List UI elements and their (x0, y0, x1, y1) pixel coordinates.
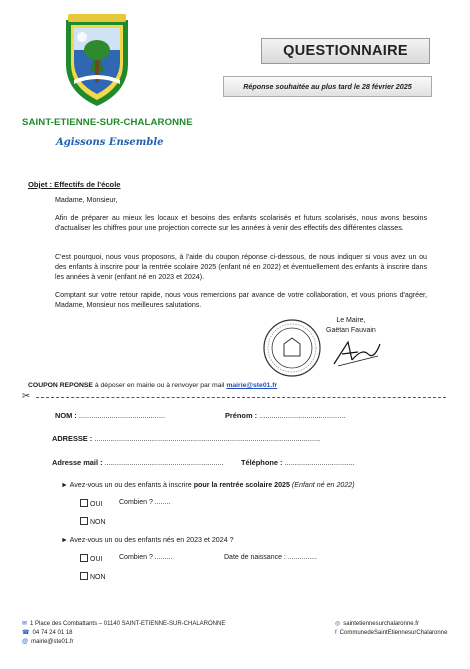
q2-combien-field[interactable]: Combien ? ......... (119, 554, 173, 561)
q2-oui-option[interactable] (80, 554, 102, 563)
adresse-label: ADRESSE : (52, 434, 93, 443)
signer-name: Gaëtan Fauvain (326, 327, 376, 334)
footer-address: 1 Place des Combattants – 01140 SAINT-ETIENNE-SUR-CHALARONNE (30, 621, 226, 627)
letter-paragraph: C'est pourquoi, nous vous proposons, à l'aide du coupon réponse ci-dessous, de nous indiquer si vous avez un ou des enfants à inscrire pour la rentrée scolaire 2025 (enfant né en 2022) et éventuellement des enfants à inscrire dans les années à venir (enfant né en 2023 et 2024). (55, 253, 427, 281)
oui-label: OUI (90, 501, 103, 508)
letter-paragraph: Afin de préparer au mieux les locaux et besoins des enfants scolarisés et futurs scolarisés, nous avons besoins d'actualiser les chiffres pour une projection correcte sur les années à venir des effectifs des différentes classes. (55, 214, 427, 232)
document-title: QUESTIONNAIRE (261, 38, 430, 64)
footer-contact (22, 620, 225, 647)
telephone-field[interactable] (241, 458, 354, 467)
prenom-label: Prénom : (225, 411, 258, 420)
checkbox-icon[interactable] (80, 554, 88, 562)
nom-field[interactable] (55, 411, 165, 420)
footer-website[interactable]: saintetiennesurchalaronne.fr (343, 621, 419, 627)
arrow-icon: ► (61, 536, 69, 544)
facebook-icon: f (335, 630, 337, 636)
footer-email-row (22, 638, 225, 647)
q1-oui-option[interactable] (80, 499, 102, 508)
prenom-blank: .......................................... (257, 411, 346, 420)
q2-date-naissance-field[interactable]: Date de naissance : ............... (224, 554, 317, 561)
prenom-field[interactable] (225, 411, 345, 420)
footer-facebook[interactable]: CommunedeSaintEtiennesurChalaronne (339, 630, 448, 636)
question-text: Avez-vous un ou des enfants nés en 2023 et 2024 ? (69, 536, 234, 544)
deadline-banner: Réponse souhaitée au plus tard le 28 février 2025 (223, 76, 432, 97)
oui-label: OUI (90, 556, 103, 563)
footer-phone: 04 74 24 01 18 (32, 630, 73, 636)
envelope-icon: ✉ (22, 621, 28, 627)
coupon-heading (28, 382, 277, 389)
signer-title: Le Maire, (336, 317, 366, 324)
email-label: Adresse mail : (52, 458, 103, 467)
at-icon: @ (22, 639, 29, 645)
footer-address-row (22, 620, 225, 629)
question-note: (Enfant né en 2022) (289, 481, 355, 489)
arrow-icon: ► (61, 481, 69, 489)
question-emphasis: pour la rentrée scolaire 2025 (193, 481, 290, 489)
email-field[interactable] (52, 458, 224, 467)
footer-email[interactable]: mairie@ste01.fr (31, 639, 74, 645)
non-label: NON (90, 519, 106, 526)
nom-blank: .......................................... (76, 411, 166, 420)
footer-phone-row (22, 629, 225, 638)
checkbox-icon[interactable] (80, 499, 88, 507)
cut-line (36, 397, 446, 398)
town-motto: Agissons Ensemble (56, 137, 164, 148)
telephone-label: Téléphone : (241, 458, 283, 467)
town-name: SAINT-ETIENNE-SUR-CHALARONNE (22, 117, 193, 128)
phone-icon: ☎ (22, 630, 30, 636)
adresse-field[interactable] (52, 434, 320, 443)
letter-subject: Objet : Effectifs de l'école (28, 180, 121, 189)
mairie-stamp-seal (262, 318, 322, 378)
town-coat-of-arms-logo (60, 12, 134, 108)
handwritten-signature (328, 334, 384, 368)
q1-combien-field[interactable]: Combien ? ........ (119, 499, 171, 506)
letter-paragraph: Comptant sur votre retour rapide, nous vous remercions par avance de votre collaboration, et vous prions d'agréer, Madame, Monsieur nos meilleures salutations. (55, 291, 427, 309)
non-label: NON (90, 574, 106, 581)
checkbox-icon[interactable] (80, 517, 88, 525)
signer-block (326, 316, 376, 336)
footer-facebook-row (335, 629, 447, 638)
coupon-instructions: à déposer en mairie ou à renvoyer par mail (92, 382, 227, 389)
footer-web (335, 620, 447, 638)
telephone-blank: .................................. (282, 458, 355, 467)
adresse-blank: .............................................................................................................. (92, 434, 321, 443)
q2-non-option[interactable] (80, 572, 106, 581)
coupon-title: COUPON REPONSE (28, 382, 93, 389)
globe-icon: ◎ (335, 621, 341, 627)
email-blank: .......................................................... (102, 458, 224, 467)
footer-website-row (335, 620, 447, 629)
letter-salutation: Madame, Monsieur, (55, 196, 118, 204)
question-2023-2024 (61, 536, 234, 544)
question-prefix: Avez-vous un ou des enfants à inscrire (69, 481, 194, 489)
question-rentree-2025 (61, 481, 355, 489)
scissors-icon: ✂ (22, 391, 31, 402)
nom-label: NOM : (55, 411, 77, 420)
coupon-email-link[interactable]: mairie@ste01.fr (226, 382, 278, 389)
checkbox-icon[interactable] (80, 572, 88, 580)
q1-non-option[interactable] (80, 517, 106, 526)
